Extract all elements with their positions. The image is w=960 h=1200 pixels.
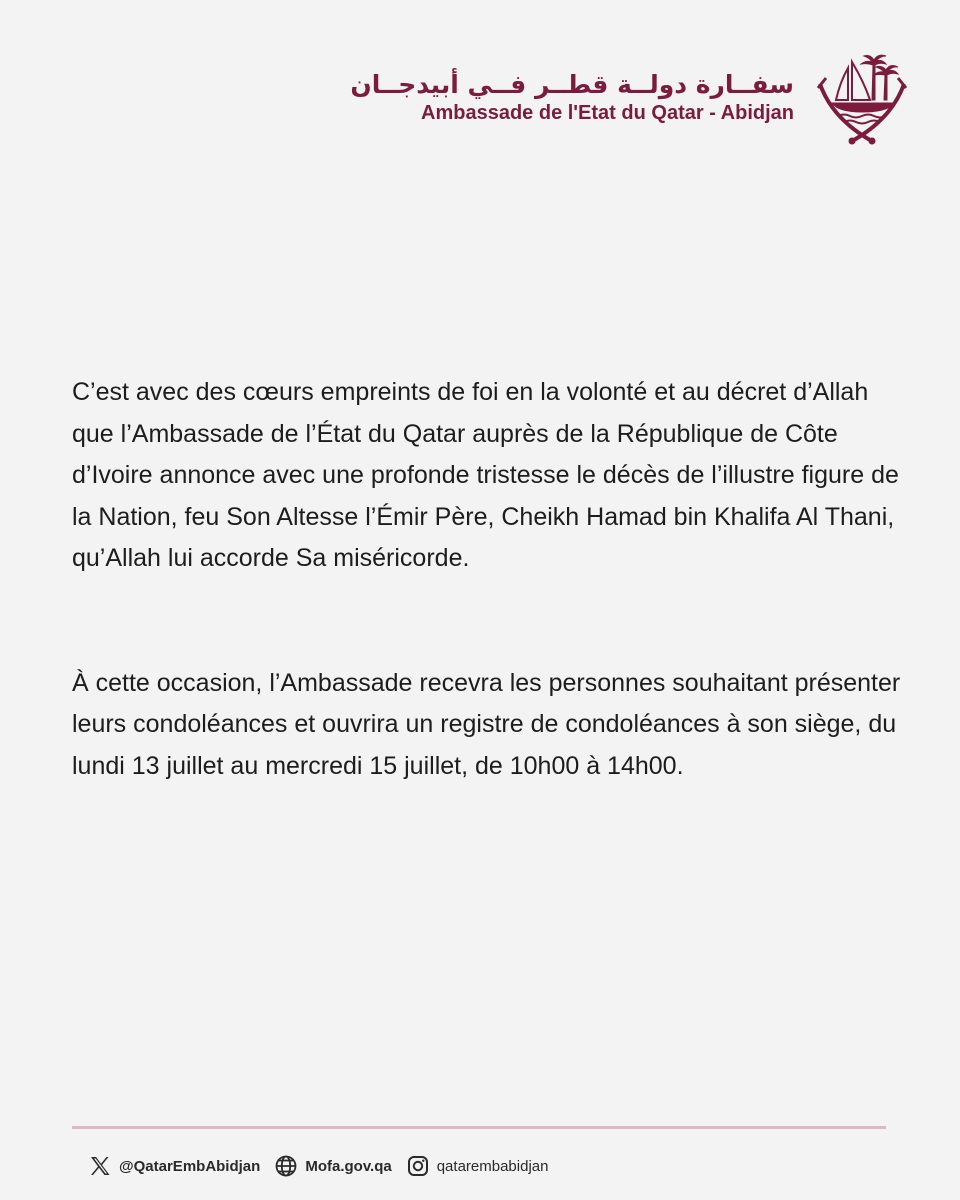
x-handle: @QatarEmbAbidjan <box>119 1157 261 1175</box>
footer-divider <box>72 1126 886 1129</box>
qatar-emblem-icon <box>812 48 912 148</box>
x-logo-icon <box>88 1154 112 1178</box>
globe-icon <box>274 1154 298 1178</box>
footer <box>88 1154 562 1178</box>
embassy-name-french: Ambassade de l'Etat du Qatar - Abidjan <box>421 102 794 125</box>
announcement-paragraph-2: À cette occasion, l’Ambassade recevra les personnes souhaitant présenter leurs condoléances et ouvrira un registre de condoléances à son siège, du lundi 13 juillet au mercredi 15 juillet, de 10h00 à 14h00. <box>72 668 901 780</box>
instagram-icon <box>406 1154 430 1178</box>
announcement-paragraph-1: C’est avec des cœurs empreints de foi en la volonté et au décret d’Allah que l’Ambassade de l’État du Qatar auprès de la République de Côte d’Ivoire annonce avec une profonde tristesse le décès de l’illustre figure de la Nation, feu Son Altesse l’Émir Père, Cheikh Hamad bin Khalifa Al Thani, qu’Allah lui accorde Sa miséricorde. <box>72 378 899 572</box>
embassy-name-arabic: سفــارة دولــة قطــر فــي أبيدجــان <box>350 69 794 99</box>
website-link[interactable] <box>274 1154 391 1178</box>
header <box>350 48 912 148</box>
embassy-name-block <box>350 71 794 126</box>
announcement-text <box>72 372 902 787</box>
website-url: Mofa.gov.qa <box>305 1157 392 1175</box>
instagram-link[interactable] <box>406 1154 549 1178</box>
x-link[interactable] <box>88 1154 260 1178</box>
instagram-handle: qatarembabidjan <box>436 1157 549 1175</box>
